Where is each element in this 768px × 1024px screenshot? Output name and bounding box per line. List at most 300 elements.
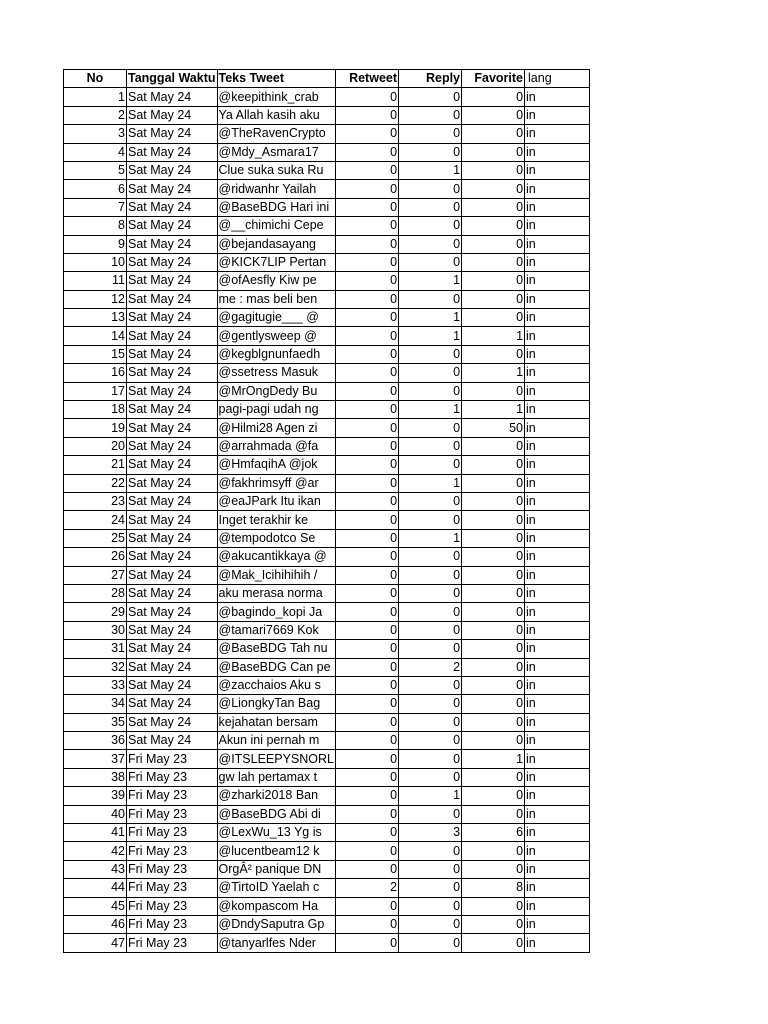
cell-lang[interactable]: in bbox=[525, 603, 590, 621]
cell-date[interactable]: Sat May 24 bbox=[127, 253, 218, 271]
cell-tweet-text[interactable]: @gentlysweep @ bbox=[217, 327, 336, 345]
cell-no[interactable]: 10 bbox=[64, 253, 127, 271]
cell-retweet[interactable]: 0 bbox=[336, 143, 399, 161]
cell-tweet-text[interactable]: @MrOngDedy Bu bbox=[217, 382, 336, 400]
cell-favorite[interactable]: 0 bbox=[462, 345, 525, 363]
cell-lang[interactable]: in bbox=[525, 309, 590, 327]
cell-retweet[interactable]: 0 bbox=[336, 180, 399, 198]
cell-favorite[interactable]: 0 bbox=[462, 695, 525, 713]
cell-favorite[interactable]: 0 bbox=[462, 88, 525, 106]
cell-tweet-text[interactable]: @bagindo_kopi Ja bbox=[217, 603, 336, 621]
cell-favorite[interactable]: 0 bbox=[462, 511, 525, 529]
cell-retweet[interactable]: 0 bbox=[336, 566, 399, 584]
cell-date[interactable]: Sat May 24 bbox=[127, 713, 218, 731]
cell-retweet[interactable]: 0 bbox=[336, 235, 399, 253]
cell-date[interactable]: Fri May 23 bbox=[127, 750, 218, 768]
cell-reply[interactable]: 0 bbox=[399, 198, 462, 216]
cell-retweet[interactable]: 0 bbox=[336, 658, 399, 676]
cell-favorite[interactable]: 0 bbox=[462, 290, 525, 308]
cell-date[interactable]: Sat May 24 bbox=[127, 474, 218, 492]
header-lang[interactable]: lang bbox=[525, 70, 590, 88]
cell-reply[interactable]: 0 bbox=[399, 143, 462, 161]
cell-lang[interactable]: in bbox=[525, 548, 590, 566]
cell-tweet-text[interactable]: aku merasa norma bbox=[217, 584, 336, 602]
cell-reply[interactable]: 0 bbox=[399, 253, 462, 271]
cell-date[interactable]: Sat May 24 bbox=[127, 529, 218, 547]
cell-lang[interactable]: in bbox=[525, 456, 590, 474]
cell-no[interactable]: 44 bbox=[64, 879, 127, 897]
cell-lang[interactable]: in bbox=[525, 143, 590, 161]
cell-lang[interactable]: in bbox=[525, 529, 590, 547]
cell-favorite[interactable]: 0 bbox=[462, 621, 525, 639]
cell-favorite[interactable]: 0 bbox=[462, 676, 525, 694]
cell-retweet[interactable]: 0 bbox=[336, 732, 399, 750]
cell-reply[interactable]: 0 bbox=[399, 768, 462, 786]
cell-tweet-text[interactable]: Clue suka suka Ru bbox=[217, 161, 336, 179]
cell-favorite[interactable]: 0 bbox=[462, 842, 525, 860]
cell-retweet[interactable]: 0 bbox=[336, 824, 399, 842]
cell-favorite[interactable]: 1 bbox=[462, 327, 525, 345]
cell-no[interactable]: 37 bbox=[64, 750, 127, 768]
cell-reply[interactable]: 0 bbox=[399, 640, 462, 658]
cell-retweet[interactable]: 0 bbox=[336, 272, 399, 290]
cell-date[interactable]: Sat May 24 bbox=[127, 584, 218, 602]
cell-reply[interactable]: 1 bbox=[399, 474, 462, 492]
cell-reply[interactable]: 0 bbox=[399, 180, 462, 198]
cell-date[interactable]: Sat May 24 bbox=[127, 106, 218, 124]
cell-lang[interactable]: in bbox=[525, 106, 590, 124]
cell-lang[interactable]: in bbox=[525, 235, 590, 253]
cell-no[interactable]: 43 bbox=[64, 860, 127, 878]
cell-no[interactable]: 11 bbox=[64, 272, 127, 290]
cell-tweet-text[interactable]: @BaseBDG Tah nu bbox=[217, 640, 336, 658]
cell-date[interactable]: Sat May 24 bbox=[127, 456, 218, 474]
cell-retweet[interactable]: 0 bbox=[336, 842, 399, 860]
cell-date[interactable]: Fri May 23 bbox=[127, 768, 218, 786]
cell-favorite[interactable]: 50 bbox=[462, 419, 525, 437]
cell-no[interactable]: 3 bbox=[64, 125, 127, 143]
cell-tweet-text[interactable]: Ya Allah kasih aku bbox=[217, 106, 336, 124]
cell-favorite[interactable]: 0 bbox=[462, 272, 525, 290]
cell-favorite[interactable]: 0 bbox=[462, 915, 525, 933]
cell-favorite[interactable]: 0 bbox=[462, 640, 525, 658]
cell-reply[interactable]: 0 bbox=[399, 419, 462, 437]
cell-reply[interactable]: 0 bbox=[399, 217, 462, 235]
cell-lang[interactable]: in bbox=[525, 474, 590, 492]
cell-favorite[interactable]: 0 bbox=[462, 713, 525, 731]
cell-reply[interactable]: 0 bbox=[399, 456, 462, 474]
cell-tweet-text[interactable]: @zharki2018 Ban bbox=[217, 787, 336, 805]
cell-date[interactable]: Sat May 24 bbox=[127, 621, 218, 639]
cell-favorite[interactable]: 0 bbox=[462, 437, 525, 455]
cell-favorite[interactable]: 0 bbox=[462, 474, 525, 492]
cell-tweet-text[interactable]: @Mak_Icihihihih / bbox=[217, 566, 336, 584]
cell-no[interactable]: 18 bbox=[64, 401, 127, 419]
cell-lang[interactable]: in bbox=[525, 621, 590, 639]
cell-no[interactable]: 4 bbox=[64, 143, 127, 161]
cell-reply[interactable]: 0 bbox=[399, 842, 462, 860]
cell-date[interactable]: Sat May 24 bbox=[127, 658, 218, 676]
cell-favorite[interactable]: 0 bbox=[462, 897, 525, 915]
cell-no[interactable]: 46 bbox=[64, 915, 127, 933]
cell-date[interactable]: Sat May 24 bbox=[127, 235, 218, 253]
cell-date[interactable]: Fri May 23 bbox=[127, 897, 218, 915]
header-date[interactable]: Tanggal Waktu bbox=[127, 70, 218, 88]
cell-retweet[interactable]: 0 bbox=[336, 621, 399, 639]
cell-tweet-text[interactable]: @TirtoID Yaelah c bbox=[217, 879, 336, 897]
cell-date[interactable]: Fri May 23 bbox=[127, 805, 218, 823]
cell-tweet-text[interactable]: @kompascom Ha bbox=[217, 897, 336, 915]
cell-retweet[interactable]: 0 bbox=[336, 309, 399, 327]
cell-tweet-text[interactable]: @zacchaios Aku s bbox=[217, 676, 336, 694]
cell-reply[interactable]: 3 bbox=[399, 824, 462, 842]
cell-lang[interactable]: in bbox=[525, 492, 590, 510]
cell-favorite[interactable]: 0 bbox=[462, 253, 525, 271]
cell-tweet-text[interactable]: @DndySaputra Gp bbox=[217, 915, 336, 933]
cell-lang[interactable]: in bbox=[525, 640, 590, 658]
cell-retweet[interactable]: 0 bbox=[336, 584, 399, 602]
cell-date[interactable]: Sat May 24 bbox=[127, 364, 218, 382]
cell-date[interactable]: Sat May 24 bbox=[127, 732, 218, 750]
cell-retweet[interactable]: 0 bbox=[336, 897, 399, 915]
cell-tweet-text[interactable]: @lucentbeam12 k bbox=[217, 842, 336, 860]
cell-reply[interactable]: 0 bbox=[399, 713, 462, 731]
cell-lang[interactable]: in bbox=[525, 401, 590, 419]
cell-retweet[interactable]: 0 bbox=[336, 364, 399, 382]
cell-lang[interactable]: in bbox=[525, 327, 590, 345]
cell-no[interactable]: 19 bbox=[64, 419, 127, 437]
cell-no[interactable]: 31 bbox=[64, 640, 127, 658]
cell-reply[interactable]: 0 bbox=[399, 511, 462, 529]
cell-favorite[interactable]: 0 bbox=[462, 805, 525, 823]
header-text[interactable]: Teks Tweet bbox=[217, 70, 336, 88]
cell-date[interactable]: Sat May 24 bbox=[127, 290, 218, 308]
cell-tweet-text[interactable]: @tanyarlfes Nder bbox=[217, 934, 336, 952]
cell-retweet[interactable]: 0 bbox=[336, 934, 399, 952]
cell-lang[interactable]: in bbox=[525, 584, 590, 602]
cell-no[interactable]: 33 bbox=[64, 676, 127, 694]
cell-lang[interactable]: in bbox=[525, 88, 590, 106]
cell-favorite[interactable]: 0 bbox=[462, 732, 525, 750]
cell-favorite[interactable]: 0 bbox=[462, 658, 525, 676]
cell-lang[interactable]: in bbox=[525, 437, 590, 455]
cell-date[interactable]: Sat May 24 bbox=[127, 437, 218, 455]
cell-no[interactable]: 5 bbox=[64, 161, 127, 179]
cell-retweet[interactable]: 0 bbox=[336, 437, 399, 455]
cell-tweet-text[interactable]: Akun ini pernah m bbox=[217, 732, 336, 750]
cell-favorite[interactable]: 6 bbox=[462, 824, 525, 842]
cell-lang[interactable]: in bbox=[525, 419, 590, 437]
cell-tweet-text[interactable]: @HmfaqihA @jok bbox=[217, 456, 336, 474]
cell-no[interactable]: 7 bbox=[64, 198, 127, 216]
cell-tweet-text[interactable]: @akucantikkaya @ bbox=[217, 548, 336, 566]
cell-no[interactable]: 26 bbox=[64, 548, 127, 566]
cell-favorite[interactable]: 1 bbox=[462, 364, 525, 382]
cell-lang[interactable]: in bbox=[525, 345, 590, 363]
cell-lang[interactable]: in bbox=[525, 750, 590, 768]
cell-retweet[interactable]: 0 bbox=[336, 474, 399, 492]
cell-no[interactable]: 2 bbox=[64, 106, 127, 124]
cell-lang[interactable]: in bbox=[525, 915, 590, 933]
cell-favorite[interactable]: 0 bbox=[462, 566, 525, 584]
cell-retweet[interactable]: 0 bbox=[336, 382, 399, 400]
cell-date[interactable]: Sat May 24 bbox=[127, 566, 218, 584]
cell-lang[interactable]: in bbox=[525, 732, 590, 750]
cell-no[interactable]: 9 bbox=[64, 235, 127, 253]
cell-reply[interactable]: 2 bbox=[399, 658, 462, 676]
cell-retweet[interactable]: 0 bbox=[336, 713, 399, 731]
cell-favorite[interactable]: 1 bbox=[462, 401, 525, 419]
cell-favorite[interactable]: 0 bbox=[462, 492, 525, 510]
cell-reply[interactable]: 1 bbox=[399, 529, 462, 547]
cell-retweet[interactable]: 0 bbox=[336, 345, 399, 363]
cell-retweet[interactable]: 0 bbox=[336, 161, 399, 179]
cell-lang[interactable]: in bbox=[525, 217, 590, 235]
cell-tweet-text[interactable]: @ITSLEEPYSNORL bbox=[217, 750, 336, 768]
cell-retweet[interactable]: 0 bbox=[336, 695, 399, 713]
cell-date[interactable]: Sat May 24 bbox=[127, 198, 218, 216]
cell-no[interactable]: 23 bbox=[64, 492, 127, 510]
cell-tweet-text[interactable]: @ssetress Masuk bbox=[217, 364, 336, 382]
header-retweet[interactable]: Retweet bbox=[336, 70, 399, 88]
cell-reply[interactable]: 0 bbox=[399, 548, 462, 566]
cell-favorite[interactable]: 0 bbox=[462, 768, 525, 786]
cell-tweet-text[interactable]: @arrahmada @fa bbox=[217, 437, 336, 455]
cell-lang[interactable]: in bbox=[525, 364, 590, 382]
cell-reply[interactable]: 1 bbox=[399, 309, 462, 327]
cell-date[interactable]: Sat May 24 bbox=[127, 217, 218, 235]
cell-no[interactable]: 28 bbox=[64, 584, 127, 602]
cell-reply[interactable]: 0 bbox=[399, 621, 462, 639]
cell-tweet-text[interactable]: kejahatan bersam bbox=[217, 713, 336, 731]
cell-no[interactable]: 34 bbox=[64, 695, 127, 713]
cell-lang[interactable]: in bbox=[525, 382, 590, 400]
cell-no[interactable]: 13 bbox=[64, 309, 127, 327]
cell-favorite[interactable]: 0 bbox=[462, 382, 525, 400]
cell-lang[interactable]: in bbox=[525, 860, 590, 878]
cell-lang[interactable]: in bbox=[525, 253, 590, 271]
cell-tweet-text[interactable]: @keepithink_crab bbox=[217, 88, 336, 106]
cell-date[interactable]: Sat May 24 bbox=[127, 309, 218, 327]
cell-tweet-text[interactable]: Inget terakhir ke bbox=[217, 511, 336, 529]
cell-favorite[interactable]: 0 bbox=[462, 456, 525, 474]
cell-retweet[interactable]: 0 bbox=[336, 327, 399, 345]
cell-date[interactable]: Fri May 23 bbox=[127, 915, 218, 933]
cell-lang[interactable]: in bbox=[525, 125, 590, 143]
cell-no[interactable]: 47 bbox=[64, 934, 127, 952]
cell-tweet-text[interactable]: @bejandasayang bbox=[217, 235, 336, 253]
cell-tweet-text[interactable]: @Hilmi28 Agen zi bbox=[217, 419, 336, 437]
cell-favorite[interactable]: 0 bbox=[462, 161, 525, 179]
cell-retweet[interactable]: 0 bbox=[336, 676, 399, 694]
cell-no[interactable]: 36 bbox=[64, 732, 127, 750]
cell-no[interactable]: 16 bbox=[64, 364, 127, 382]
cell-tweet-text[interactable]: @TheRavenCrypto bbox=[217, 125, 336, 143]
cell-lang[interactable]: in bbox=[525, 768, 590, 786]
cell-no[interactable]: 25 bbox=[64, 529, 127, 547]
cell-no[interactable]: 27 bbox=[64, 566, 127, 584]
cell-tweet-text[interactable]: @Mdy_Asmara17 bbox=[217, 143, 336, 161]
cell-date[interactable]: Sat May 24 bbox=[127, 676, 218, 694]
cell-no[interactable]: 40 bbox=[64, 805, 127, 823]
header-favorite[interactable]: Favorite bbox=[462, 70, 525, 88]
cell-date[interactable]: Sat May 24 bbox=[127, 180, 218, 198]
cell-reply[interactable]: 0 bbox=[399, 345, 462, 363]
cell-lang[interactable]: in bbox=[525, 805, 590, 823]
cell-retweet[interactable]: 0 bbox=[336, 217, 399, 235]
cell-lang[interactable]: in bbox=[525, 787, 590, 805]
cell-retweet[interactable]: 0 bbox=[336, 603, 399, 621]
cell-date[interactable]: Fri May 23 bbox=[127, 860, 218, 878]
cell-reply[interactable]: 0 bbox=[399, 88, 462, 106]
cell-no[interactable]: 45 bbox=[64, 897, 127, 915]
cell-reply[interactable]: 0 bbox=[399, 125, 462, 143]
cell-no[interactable]: 29 bbox=[64, 603, 127, 621]
cell-retweet[interactable]: 0 bbox=[336, 805, 399, 823]
cell-lang[interactable]: in bbox=[525, 695, 590, 713]
cell-tweet-text[interactable]: @KICK7LIP Pertan bbox=[217, 253, 336, 271]
cell-tweet-text[interactable]: @LexWu_13 Yg is bbox=[217, 824, 336, 842]
cell-no[interactable]: 15 bbox=[64, 345, 127, 363]
cell-no[interactable]: 39 bbox=[64, 787, 127, 805]
cell-date[interactable]: Sat May 24 bbox=[127, 272, 218, 290]
cell-retweet[interactable]: 0 bbox=[336, 640, 399, 658]
cell-tweet-text[interactable]: pagi-pagi udah ng bbox=[217, 401, 336, 419]
cell-retweet[interactable]: 0 bbox=[336, 529, 399, 547]
cell-date[interactable]: Sat May 24 bbox=[127, 511, 218, 529]
cell-favorite[interactable]: 0 bbox=[462, 934, 525, 952]
cell-reply[interactable]: 1 bbox=[399, 327, 462, 345]
cell-favorite[interactable]: 0 bbox=[462, 309, 525, 327]
cell-date[interactable]: Sat May 24 bbox=[127, 88, 218, 106]
cell-reply[interactable]: 0 bbox=[399, 235, 462, 253]
cell-reply[interactable]: 1 bbox=[399, 401, 462, 419]
cell-lang[interactable]: in bbox=[525, 180, 590, 198]
cell-no[interactable]: 24 bbox=[64, 511, 127, 529]
cell-date[interactable]: Sat May 24 bbox=[127, 143, 218, 161]
cell-lang[interactable]: in bbox=[525, 161, 590, 179]
cell-tweet-text[interactable]: @fakhrimsyff @ar bbox=[217, 474, 336, 492]
cell-no[interactable]: 30 bbox=[64, 621, 127, 639]
cell-tweet-text[interactable]: @BaseBDG Can pe bbox=[217, 658, 336, 676]
cell-retweet[interactable]: 0 bbox=[336, 419, 399, 437]
cell-date[interactable]: Fri May 23 bbox=[127, 787, 218, 805]
cell-no[interactable]: 22 bbox=[64, 474, 127, 492]
cell-date[interactable]: Sat May 24 bbox=[127, 548, 218, 566]
cell-lang[interactable]: in bbox=[525, 879, 590, 897]
cell-date[interactable]: Fri May 23 bbox=[127, 879, 218, 897]
cell-tweet-text[interactable]: @tamari7669 Kok bbox=[217, 621, 336, 639]
cell-date[interactable]: Sat May 24 bbox=[127, 695, 218, 713]
cell-favorite[interactable]: 0 bbox=[462, 603, 525, 621]
cell-reply[interactable]: 0 bbox=[399, 897, 462, 915]
cell-tweet-text[interactable]: @__chimichi Cepe bbox=[217, 217, 336, 235]
cell-reply[interactable]: 0 bbox=[399, 934, 462, 952]
cell-no[interactable]: 32 bbox=[64, 658, 127, 676]
cell-tweet-text[interactable]: @tempodotco Se bbox=[217, 529, 336, 547]
cell-reply[interactable]: 1 bbox=[399, 272, 462, 290]
cell-favorite[interactable]: 0 bbox=[462, 125, 525, 143]
header-reply[interactable]: Reply bbox=[399, 70, 462, 88]
cell-retweet[interactable]: 0 bbox=[336, 401, 399, 419]
cell-reply[interactable]: 0 bbox=[399, 290, 462, 308]
cell-retweet[interactable]: 0 bbox=[336, 88, 399, 106]
cell-retweet[interactable]: 0 bbox=[336, 290, 399, 308]
cell-reply[interactable]: 0 bbox=[399, 860, 462, 878]
cell-date[interactable]: Sat May 24 bbox=[127, 603, 218, 621]
cell-lang[interactable]: in bbox=[525, 511, 590, 529]
cell-reply[interactable]: 0 bbox=[399, 676, 462, 694]
cell-tweet-text[interactable]: @BaseBDG Abi di bbox=[217, 805, 336, 823]
cell-retweet[interactable]: 0 bbox=[336, 106, 399, 124]
cell-tweet-text[interactable]: @ridwanhr Yailah bbox=[217, 180, 336, 198]
cell-tweet-text[interactable]: me : mas beli ben bbox=[217, 290, 336, 308]
cell-no[interactable]: 12 bbox=[64, 290, 127, 308]
cell-no[interactable]: 1 bbox=[64, 88, 127, 106]
cell-reply[interactable]: 1 bbox=[399, 161, 462, 179]
cell-favorite[interactable]: 0 bbox=[462, 180, 525, 198]
cell-reply[interactable]: 0 bbox=[399, 915, 462, 933]
header-no[interactable]: No bbox=[64, 70, 127, 88]
cell-date[interactable]: Sat May 24 bbox=[127, 401, 218, 419]
cell-tweet-text[interactable]: @eaJPark Itu ikan bbox=[217, 492, 336, 510]
cell-tweet-text[interactable]: OrgÂ² panique DN bbox=[217, 860, 336, 878]
cell-reply[interactable]: 0 bbox=[399, 566, 462, 584]
cell-tweet-text[interactable]: @kegblgnunfaedh bbox=[217, 345, 336, 363]
cell-reply[interactable]: 0 bbox=[399, 584, 462, 602]
cell-retweet[interactable]: 2 bbox=[336, 879, 399, 897]
cell-reply[interactable]: 0 bbox=[399, 492, 462, 510]
cell-reply[interactable]: 0 bbox=[399, 106, 462, 124]
cell-tweet-text[interactable]: gw lah pertamax t bbox=[217, 768, 336, 786]
cell-lang[interactable]: in bbox=[525, 290, 590, 308]
cell-reply[interactable]: 0 bbox=[399, 695, 462, 713]
cell-no[interactable]: 42 bbox=[64, 842, 127, 860]
cell-no[interactable]: 38 bbox=[64, 768, 127, 786]
cell-favorite[interactable]: 1 bbox=[462, 750, 525, 768]
cell-date[interactable]: Fri May 23 bbox=[127, 934, 218, 952]
cell-favorite[interactable]: 0 bbox=[462, 860, 525, 878]
cell-lang[interactable]: in bbox=[525, 198, 590, 216]
cell-reply[interactable]: 0 bbox=[399, 603, 462, 621]
cell-date[interactable]: Fri May 23 bbox=[127, 842, 218, 860]
cell-retweet[interactable]: 0 bbox=[336, 492, 399, 510]
cell-no[interactable]: 8 bbox=[64, 217, 127, 235]
cell-favorite[interactable]: 0 bbox=[462, 106, 525, 124]
cell-retweet[interactable]: 0 bbox=[336, 768, 399, 786]
cell-lang[interactable]: in bbox=[525, 676, 590, 694]
cell-reply[interactable]: 0 bbox=[399, 750, 462, 768]
cell-no[interactable]: 14 bbox=[64, 327, 127, 345]
cell-reply[interactable]: 1 bbox=[399, 787, 462, 805]
cell-lang[interactable]: in bbox=[525, 842, 590, 860]
cell-tweet-text[interactable]: @gagitugie___ @ bbox=[217, 309, 336, 327]
cell-date[interactable]: Sat May 24 bbox=[127, 419, 218, 437]
cell-retweet[interactable]: 0 bbox=[336, 750, 399, 768]
cell-date[interactable]: Sat May 24 bbox=[127, 125, 218, 143]
cell-retweet[interactable]: 0 bbox=[336, 125, 399, 143]
cell-reply[interactable]: 0 bbox=[399, 437, 462, 455]
cell-tweet-text[interactable]: @ofAesfly Kiw pe bbox=[217, 272, 336, 290]
cell-reply[interactable]: 0 bbox=[399, 879, 462, 897]
cell-retweet[interactable]: 0 bbox=[336, 456, 399, 474]
cell-favorite[interactable]: 0 bbox=[462, 529, 525, 547]
cell-tweet-text[interactable]: @LiongkyTan Bag bbox=[217, 695, 336, 713]
cell-date[interactable]: Sat May 24 bbox=[127, 327, 218, 345]
cell-no[interactable]: 35 bbox=[64, 713, 127, 731]
cell-favorite[interactable]: 0 bbox=[462, 787, 525, 805]
cell-reply[interactable]: 0 bbox=[399, 382, 462, 400]
